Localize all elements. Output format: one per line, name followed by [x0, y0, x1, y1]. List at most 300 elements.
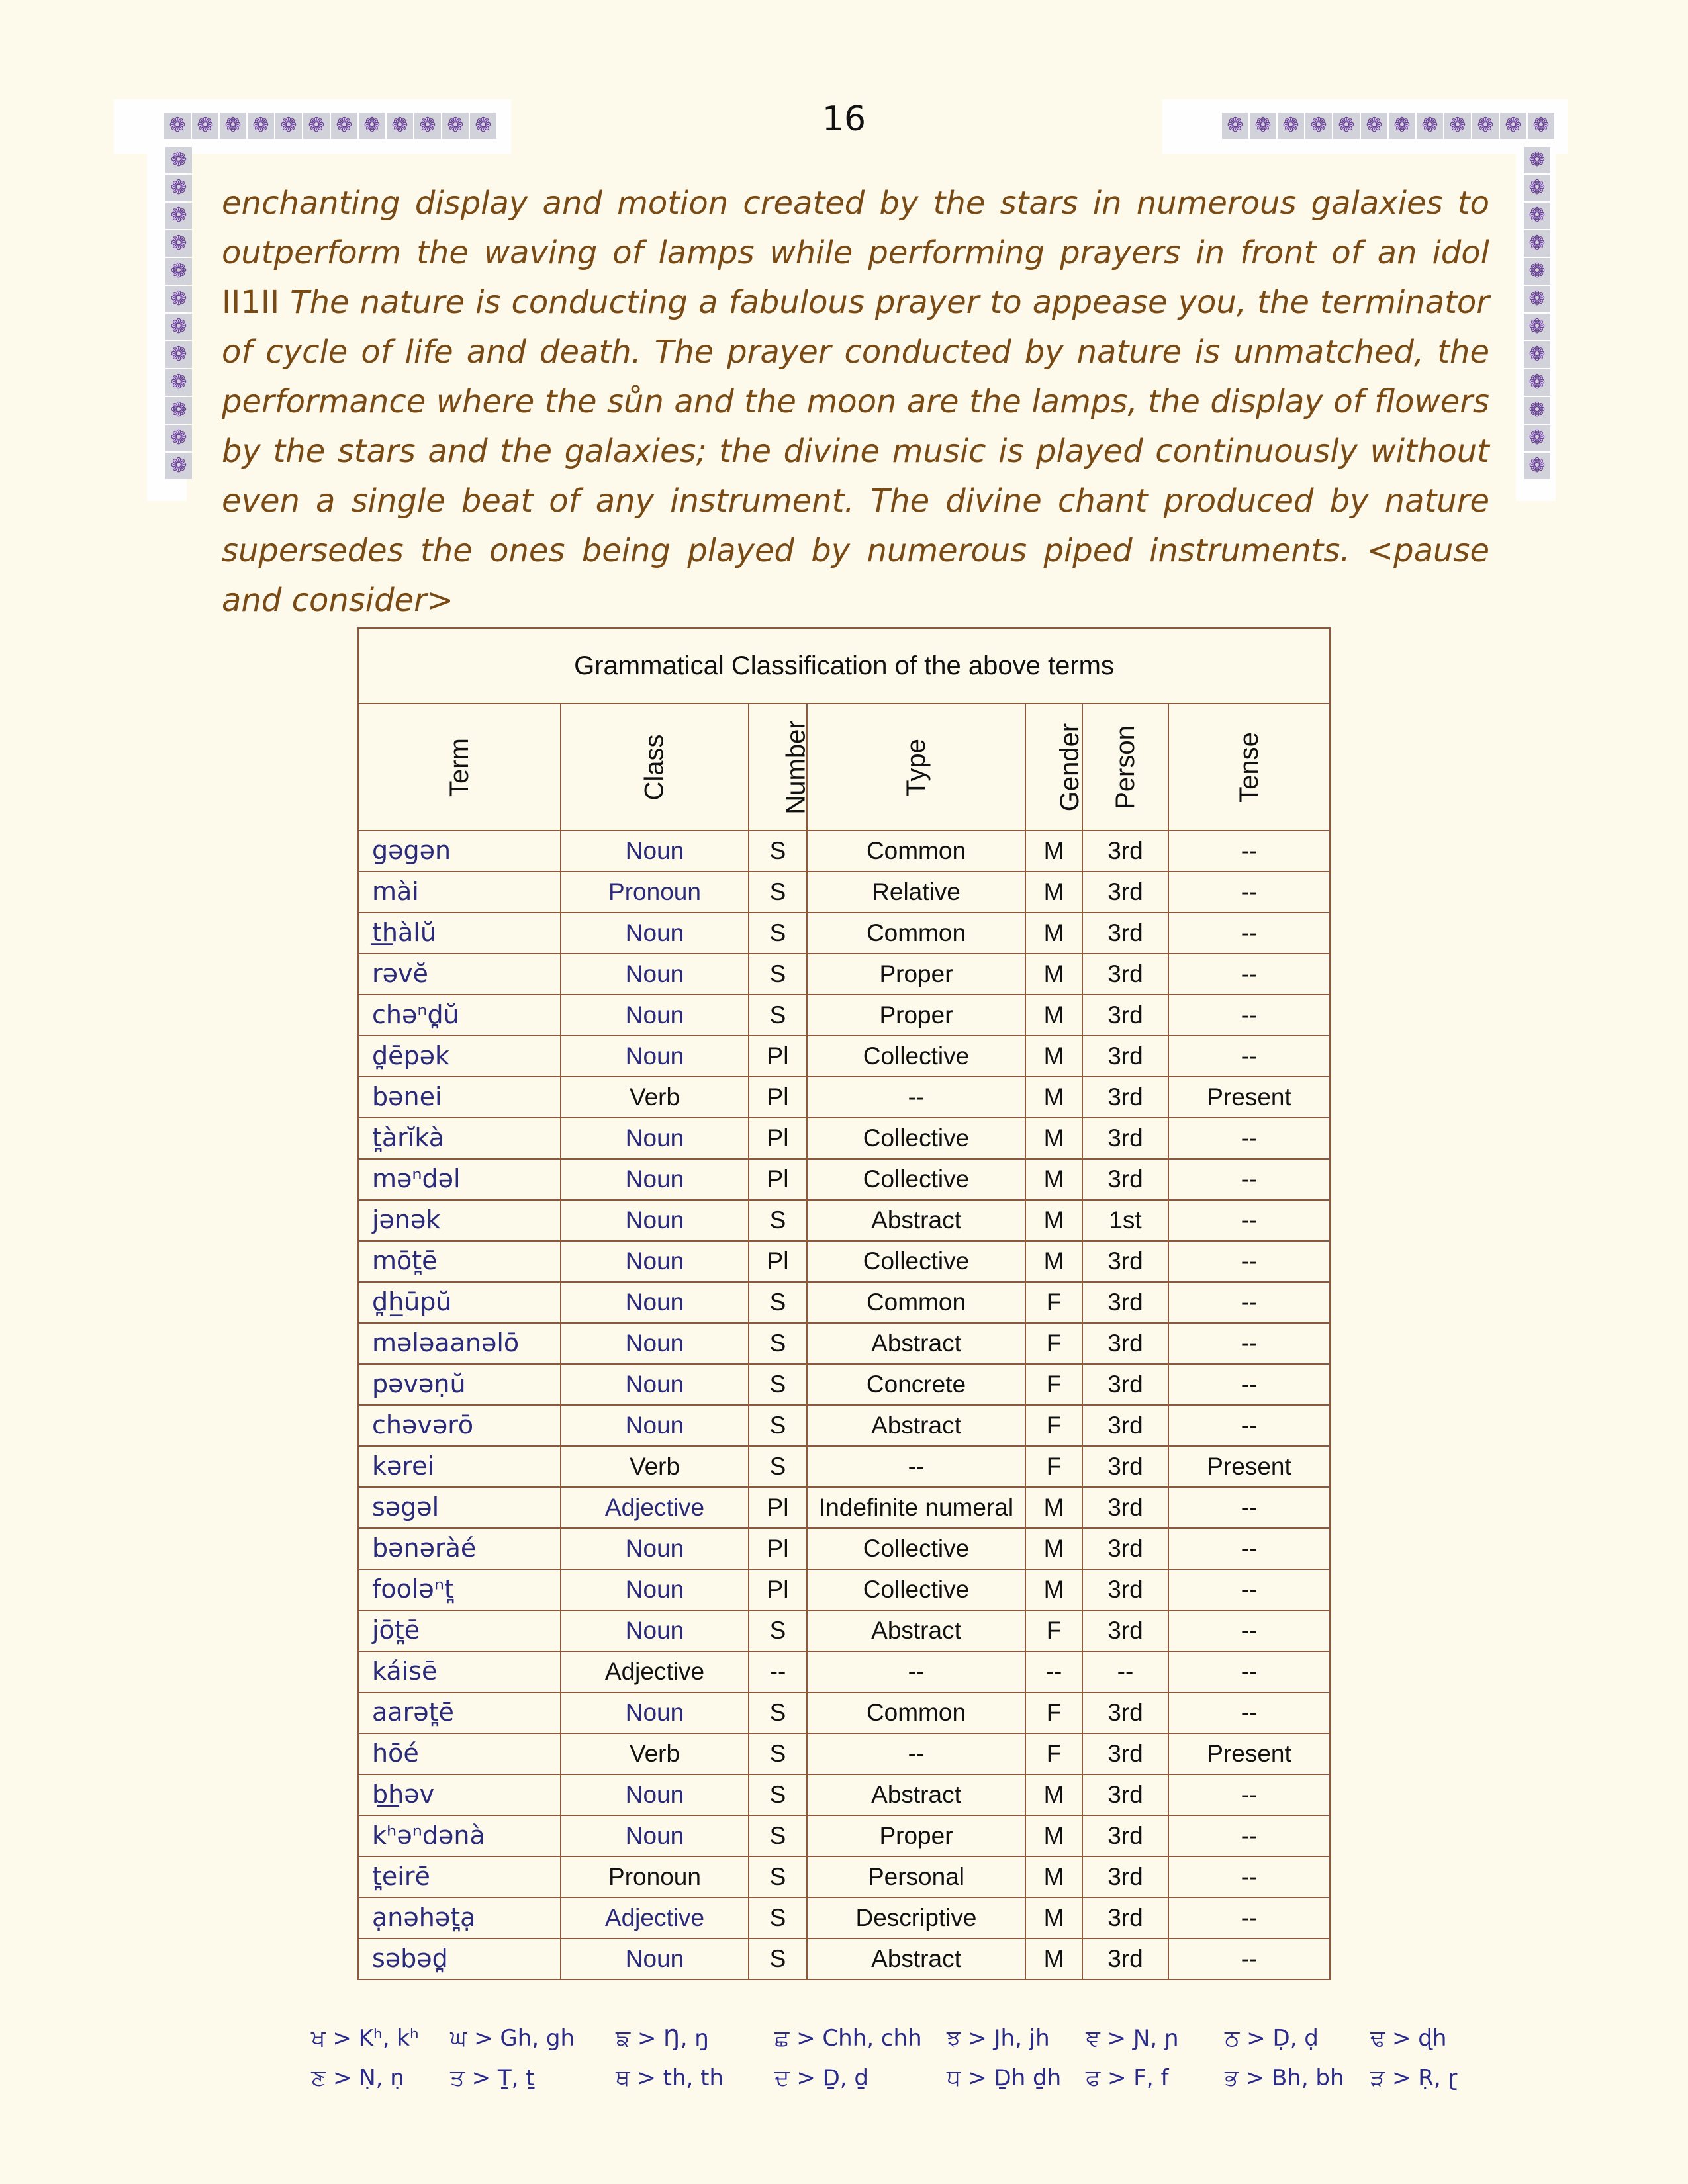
cell-type: Common: [807, 1692, 1025, 1733]
table-row: [358, 1405, 1330, 1446]
cell-term: d̪ēpək: [358, 1036, 561, 1077]
table-header-row: [358, 704, 1330, 831]
flower-ornament-icon: ❁: [1361, 113, 1387, 139]
cell-tense: --: [1168, 1118, 1330, 1159]
cell-gender: M: [1025, 1159, 1082, 1200]
legend-item: ਠ > Ḍ, ḍ: [1225, 2025, 1319, 2052]
table-row: [358, 1364, 1330, 1405]
cell-person: 3rd: [1082, 1938, 1168, 1979]
flower-ornament-icon: ❁: [1524, 425, 1550, 451]
cell-gender: M: [1025, 1897, 1082, 1938]
cell-tense: --: [1168, 1487, 1330, 1528]
table-row: [358, 1241, 1330, 1282]
page-number: 16: [821, 99, 867, 139]
flower-ornament-icon: ❁: [1389, 113, 1415, 139]
cell-number: S: [749, 954, 807, 995]
cell-gender: M: [1025, 1856, 1082, 1897]
flower-ornament-icon: ❁: [165, 369, 192, 396]
cell-gender: M: [1025, 1487, 1082, 1528]
cell-type: Relative: [807, 872, 1025, 913]
cell-tense: --: [1168, 1856, 1330, 1897]
legend-item: ਥ > th, th: [616, 2065, 724, 2091]
header-tense: Tense: [1168, 704, 1330, 831]
cell-class: Pronoun: [561, 1856, 749, 1897]
table-row: [358, 1159, 1330, 1200]
cell-gender: M: [1025, 1774, 1082, 1815]
cell-number: Pl: [749, 1118, 807, 1159]
table-row: [358, 1446, 1330, 1487]
cell-person: 3rd: [1082, 872, 1168, 913]
cell-term: ạnəhət̪ạ: [358, 1897, 561, 1938]
cell-number: Pl: [749, 1241, 807, 1282]
cell-tense: --: [1168, 1241, 1330, 1282]
cell-tense: Present: [1168, 1077, 1330, 1118]
cell-tense: --: [1168, 1774, 1330, 1815]
cell-term: gəgən: [358, 831, 561, 872]
cell-gender: F: [1025, 1282, 1082, 1323]
table-row: [358, 1282, 1330, 1323]
cell-class: Noun: [561, 954, 749, 995]
table-row: [358, 1774, 1330, 1815]
cell-type: Common: [807, 831, 1025, 872]
cell-person: 3rd: [1082, 831, 1168, 872]
table-row: [358, 1856, 1330, 1897]
cell-class: Noun: [561, 1610, 749, 1651]
table-row: [358, 1733, 1330, 1774]
cell-gender: F: [1025, 1692, 1082, 1733]
cell-class: Noun: [561, 1200, 749, 1241]
cell-person: 3rd: [1082, 1241, 1168, 1282]
flower-ornament-icon: ❁: [1222, 113, 1248, 139]
legend-item: ਛ > Chh, chh: [774, 2025, 922, 2052]
cell-gender: F: [1025, 1323, 1082, 1364]
cell-person: 3rd: [1082, 1118, 1168, 1159]
cell-number: Pl: [749, 1569, 807, 1610]
table-row: [358, 872, 1330, 913]
cell-class: Adjective: [561, 1487, 749, 1528]
cell-class: Noun: [561, 1118, 749, 1159]
cell-number: Pl: [749, 1077, 807, 1118]
verse-text: enchanting display and motion created by the stars in numerous galaxies to outperform the waving of lamps while performing prayers in front of an idol: [222, 185, 1489, 271]
cell-class: Noun: [561, 1774, 749, 1815]
cell-number: S: [749, 1733, 807, 1774]
cell-number: Pl: [749, 1528, 807, 1569]
cell-term: bənəràé: [358, 1528, 561, 1569]
transliteration-legend: [311, 2025, 1458, 2105]
verse-paragraph: [222, 179, 1489, 625]
table-row: [358, 995, 1330, 1036]
flower-ornament-icon: ❁: [1524, 203, 1550, 229]
cell-gender: M: [1025, 913, 1082, 954]
cell-person: 3rd: [1082, 1405, 1168, 1446]
table-row: [358, 1528, 1330, 1569]
cell-person: 3rd: [1082, 1077, 1168, 1118]
table-row: [358, 954, 1330, 995]
flower-ornament-icon: ❁: [165, 397, 192, 424]
cell-person: 3rd: [1082, 1610, 1168, 1651]
flower-ornament-icon: ❁: [1472, 113, 1499, 139]
legend-item: ਘ > Gh, gh: [450, 2025, 575, 2052]
flower-ornament-icon: ❁: [275, 113, 302, 139]
table-row: [358, 1692, 1330, 1733]
cell-type: Common: [807, 913, 1025, 954]
cell-tense: --: [1168, 1323, 1330, 1364]
cell-number: S: [749, 1774, 807, 1815]
verse-marker: II1II: [222, 284, 280, 321]
cell-number: S: [749, 831, 807, 872]
cell-term: aarət̪ē: [358, 1692, 561, 1733]
cell-person: 3rd: [1082, 954, 1168, 995]
cell-type: Collective: [807, 1569, 1025, 1610]
cell-term: rəvĕ: [358, 954, 561, 995]
ornament-border-right: [1524, 147, 1550, 479]
cell-tense: --: [1168, 1938, 1330, 1979]
cell-class: Noun: [561, 1323, 749, 1364]
cell-type: --: [807, 1733, 1025, 1774]
cell-number: S: [749, 1282, 807, 1323]
cell-term: məⁿdəl: [358, 1159, 561, 1200]
cell-gender: M: [1025, 1077, 1082, 1118]
cell-class: Noun: [561, 995, 749, 1036]
cell-number: S: [749, 1897, 807, 1938]
cell-number: Pl: [749, 1487, 807, 1528]
cell-type: Common: [807, 1282, 1025, 1323]
flower-ornament-icon: ❁: [248, 113, 274, 139]
cell-tense: --: [1168, 1405, 1330, 1446]
cell-term: səbəd̪: [358, 1938, 561, 1979]
table-row: [358, 1036, 1330, 1077]
cell-type: Abstract: [807, 1938, 1025, 1979]
flower-ornament-icon: ❁: [1444, 113, 1471, 139]
cell-gender: M: [1025, 1569, 1082, 1610]
cell-person: 3rd: [1082, 1159, 1168, 1200]
cell-person: 1st: [1082, 1200, 1168, 1241]
cell-class: Noun: [561, 831, 749, 872]
cell-number: Pl: [749, 1036, 807, 1077]
flower-ornament-icon: ❁: [164, 113, 191, 139]
cell-type: Abstract: [807, 1610, 1025, 1651]
cell-number: S: [749, 1446, 807, 1487]
flower-ornament-icon: ❁: [1417, 113, 1443, 139]
flower-ornament-icon: ❁: [359, 113, 385, 139]
cell-type: Abstract: [807, 1774, 1025, 1815]
cell-person: 3rd: [1082, 1692, 1168, 1733]
cell-type: Collective: [807, 1528, 1025, 1569]
flower-ornament-icon: ❁: [165, 453, 192, 479]
cell-tense: --: [1168, 913, 1330, 954]
flower-ornament-icon: ❁: [1524, 258, 1550, 285]
legend-row: [311, 2065, 1458, 2105]
cell-gender: M: [1025, 1118, 1082, 1159]
flower-ornament-icon: ❁: [165, 314, 192, 340]
table-row: [358, 1200, 1330, 1241]
cell-class: Noun: [561, 1364, 749, 1405]
cell-term: káisē: [358, 1651, 561, 1692]
cell-type: Descriptive: [807, 1897, 1025, 1938]
legend-item: ਢ > ɖh: [1370, 2025, 1447, 2052]
legend-item: ੜ > Ṛ, ɽ: [1370, 2065, 1458, 2091]
cell-tense: --: [1168, 831, 1330, 872]
header-term: Term: [358, 704, 561, 831]
cell-number: S: [749, 1938, 807, 1979]
table-row: [358, 1815, 1330, 1856]
table-row: [358, 1118, 1330, 1159]
cell-person: --: [1082, 1651, 1168, 1692]
cell-term: fooləⁿt̪: [358, 1569, 561, 1610]
cell-class: Noun: [561, 1569, 749, 1610]
cell-type: Abstract: [807, 1200, 1025, 1241]
flower-ornament-icon: ❁: [165, 230, 192, 257]
cell-number: S: [749, 1200, 807, 1241]
flower-ornament-icon: ❁: [1524, 369, 1550, 396]
flower-ornament-icon: ❁: [1524, 230, 1550, 257]
ornament-border-left: [165, 147, 192, 479]
cell-gender: F: [1025, 1364, 1082, 1405]
flower-ornament-icon: ❁: [165, 258, 192, 285]
legend-item: ਙ > Ŋ, ŋ: [616, 2025, 709, 2052]
cell-type: Proper: [807, 1815, 1025, 1856]
legend-item: ਭ > Bh, bh: [1225, 2065, 1344, 2091]
cell-gender: M: [1025, 1200, 1082, 1241]
table-row: [358, 1487, 1330, 1528]
cell-gender: M: [1025, 1938, 1082, 1979]
cell-gender: M: [1025, 995, 1082, 1036]
cell-tense: --: [1168, 1159, 1330, 1200]
cell-number: S: [749, 1856, 807, 1897]
cell-term: pəvəṇŭ: [358, 1364, 561, 1405]
flower-ornament-icon: ❁: [165, 203, 192, 229]
cell-tense: --: [1168, 1569, 1330, 1610]
cell-person: 3rd: [1082, 1487, 1168, 1528]
flower-ornament-icon: ❁: [1524, 286, 1550, 312]
table-row: [358, 1610, 1330, 1651]
header-class: Class: [561, 704, 749, 831]
cell-type: Abstract: [807, 1405, 1025, 1446]
verse-text-continued: The nature is conducting a fabulous prayer to appease you, the terminator of cycle of life and death. The prayer conducted by nature is unmatched, the performance where the sůn and the moon are the lamps, the display of flowers by the stars and the galaxies; the divine music is played continuously without even a single beat of any instrument. The divine chant produced by nature supersedes the ones being played by numerous piped instruments. <pause and consider>: [222, 284, 1489, 619]
cell-type: --: [807, 1077, 1025, 1118]
header-number: Number: [749, 704, 807, 831]
header-person: Person: [1082, 704, 1168, 831]
flower-ornament-icon: ❁: [470, 113, 496, 139]
flower-ornament-icon: ❁: [220, 113, 246, 139]
table-row: [358, 1651, 1330, 1692]
cell-term: jōt̪ē: [358, 1610, 561, 1651]
flower-ornament-icon: ❁: [331, 113, 357, 139]
cell-person: 3rd: [1082, 1282, 1168, 1323]
cell-person: 3rd: [1082, 1774, 1168, 1815]
cell-type: Collective: [807, 1118, 1025, 1159]
cell-term: mōt̪ē: [358, 1241, 561, 1282]
cell-class: Verb: [561, 1733, 749, 1774]
cell-number: S: [749, 1405, 807, 1446]
cell-tense: --: [1168, 1036, 1330, 1077]
cell-type: --: [807, 1651, 1025, 1692]
cell-number: S: [749, 995, 807, 1036]
cell-person: 3rd: [1082, 1036, 1168, 1077]
cell-gender: M: [1025, 831, 1082, 872]
flower-ornament-icon: ❁: [165, 341, 192, 368]
cell-type: Indefinite numeral: [807, 1487, 1025, 1528]
flower-ornament-icon: ❁: [414, 113, 441, 139]
flower-ornament-icon: ❁: [1524, 147, 1550, 173]
table-row: [358, 1323, 1330, 1364]
cell-tense: --: [1168, 1528, 1330, 1569]
legend-row: [311, 2025, 1450, 2065]
cell-term: b͟həv: [358, 1774, 561, 1815]
legend-item: ਝ > Jh, jh: [947, 2025, 1050, 2052]
legend-item: ਞ > Ɲ, ɲ: [1086, 2025, 1179, 2052]
flower-ornament-icon: ❁: [1278, 113, 1304, 139]
cell-tense: Present: [1168, 1733, 1330, 1774]
cell-person: 3rd: [1082, 1815, 1168, 1856]
cell-term: d̪h̲ūpŭ: [358, 1282, 561, 1323]
cell-type: Proper: [807, 995, 1025, 1036]
cell-term: kʰəⁿdənà: [358, 1815, 561, 1856]
header-gender: Gender: [1025, 704, 1082, 831]
cell-gender: --: [1025, 1651, 1082, 1692]
cell-type: Personal: [807, 1856, 1025, 1897]
cell-tense: --: [1168, 1897, 1330, 1938]
cell-tense: --: [1168, 1200, 1330, 1241]
cell-gender: M: [1025, 954, 1082, 995]
flower-ornament-icon: ❁: [442, 113, 469, 139]
flower-ornament-icon: ❁: [303, 113, 330, 139]
cell-type: Concrete: [807, 1364, 1025, 1405]
flower-ornament-icon: ❁: [1528, 113, 1554, 139]
cell-tense: Present: [1168, 1446, 1330, 1487]
flower-ornament-icon: ❁: [1524, 453, 1550, 479]
cell-gender: M: [1025, 1241, 1082, 1282]
cell-class: Noun: [561, 1815, 749, 1856]
cell-person: 3rd: [1082, 1323, 1168, 1364]
cell-tense: --: [1168, 954, 1330, 995]
cell-gender: F: [1025, 1610, 1082, 1651]
flower-ornament-icon: ❁: [165, 286, 192, 312]
cell-term: chəvərō: [358, 1405, 561, 1446]
cell-person: 3rd: [1082, 1897, 1168, 1938]
cell-class: Verb: [561, 1077, 749, 1118]
cell-term: mələaanəlō: [358, 1323, 561, 1364]
cell-type: --: [807, 1446, 1025, 1487]
table-row: [358, 1897, 1330, 1938]
cell-person: 3rd: [1082, 995, 1168, 1036]
cell-tense: --: [1168, 995, 1330, 1036]
cell-term: bənei: [358, 1077, 561, 1118]
cell-type: Collective: [807, 1241, 1025, 1282]
cell-tense: --: [1168, 1651, 1330, 1692]
cell-term: kərei: [358, 1446, 561, 1487]
cell-number: S: [749, 1323, 807, 1364]
cell-term: hōé: [358, 1733, 561, 1774]
cell-person: 3rd: [1082, 1569, 1168, 1610]
cell-type: Abstract: [807, 1323, 1025, 1364]
cell-person: 3rd: [1082, 1733, 1168, 1774]
cell-term: səgəl: [358, 1487, 561, 1528]
table-row: [358, 1938, 1330, 1979]
cell-class: Noun: [561, 1405, 749, 1446]
grammar-table: [357, 627, 1331, 1980]
cell-type: Collective: [807, 1159, 1025, 1200]
cell-person: 3rd: [1082, 1364, 1168, 1405]
cell-term: jənək: [358, 1200, 561, 1241]
cell-number: S: [749, 1610, 807, 1651]
cell-number: S: [749, 913, 807, 954]
ornament-border-top-right: [1222, 113, 1554, 139]
flower-ornament-icon: ❁: [165, 147, 192, 173]
flower-ornament-icon: ❁: [387, 113, 413, 139]
table-row: [358, 1569, 1330, 1610]
cell-person: 3rd: [1082, 1446, 1168, 1487]
flower-ornament-icon: ❁: [1333, 113, 1360, 139]
flower-ornament-icon: ❁: [1305, 113, 1332, 139]
cell-tense: --: [1168, 872, 1330, 913]
flower-ornament-icon: ❁: [192, 113, 218, 139]
cell-person: 3rd: [1082, 913, 1168, 954]
legend-item: ਣ > Ṇ, ṇ: [311, 2065, 404, 2091]
cell-class: Noun: [561, 1692, 749, 1733]
cell-gender: M: [1025, 1036, 1082, 1077]
cell-class: Pronoun: [561, 872, 749, 913]
cell-number: S: [749, 1815, 807, 1856]
cell-class: Noun: [561, 1528, 749, 1569]
cell-class: Noun: [561, 913, 749, 954]
cell-gender: M: [1025, 1528, 1082, 1569]
cell-tense: --: [1168, 1282, 1330, 1323]
flower-ornament-icon: ❁: [165, 425, 192, 451]
header-type: Type: [807, 704, 1025, 831]
flower-ornament-icon: ❁: [1524, 314, 1550, 340]
cell-gender: M: [1025, 872, 1082, 913]
flower-ornament-icon: ❁: [1500, 113, 1526, 139]
table-row: [358, 1077, 1330, 1118]
cell-term: chəⁿd̪ŭ: [358, 995, 561, 1036]
cell-term: t̪àrĭkà: [358, 1118, 561, 1159]
flower-ornament-icon: ❁: [1524, 397, 1550, 424]
cell-number: Pl: [749, 1159, 807, 1200]
legend-item: ਧ > Ḏh ḏh: [947, 2065, 1062, 2091]
cell-gender: F: [1025, 1446, 1082, 1487]
table-row: [358, 831, 1330, 872]
table-row: [358, 913, 1330, 954]
cell-term: t̪eirē: [358, 1856, 561, 1897]
flower-ornament-icon: ❁: [1524, 341, 1550, 368]
flower-ornament-icon: ❁: [1524, 175, 1550, 201]
cell-class: Noun: [561, 1241, 749, 1282]
cell-gender: F: [1025, 1405, 1082, 1446]
cell-class: Adjective: [561, 1897, 749, 1938]
cell-class: Noun: [561, 1036, 749, 1077]
cell-gender: F: [1025, 1733, 1082, 1774]
cell-number: --: [749, 1651, 807, 1692]
cell-gender: M: [1025, 1815, 1082, 1856]
legend-item: ਖ > Kʰ, kʰ: [311, 2025, 419, 2052]
legend-item: ਫ > F, f: [1086, 2065, 1169, 2091]
cell-tense: --: [1168, 1610, 1330, 1651]
cell-class: Noun: [561, 1938, 749, 1979]
ornament-border-top-left: [164, 113, 496, 139]
flower-ornament-icon: ❁: [1250, 113, 1276, 139]
cell-tense: --: [1168, 1815, 1330, 1856]
cell-number: S: [749, 1692, 807, 1733]
table-caption: Grammatical Classification of the above terms: [358, 628, 1330, 704]
legend-item: ਦ > Ḏ, ḏ: [774, 2065, 868, 2091]
cell-tense: --: [1168, 1364, 1330, 1405]
cell-class: Verb: [561, 1446, 749, 1487]
cell-tense: --: [1168, 1692, 1330, 1733]
cell-class: Noun: [561, 1159, 749, 1200]
flower-ornament-icon: ❁: [165, 175, 192, 201]
cell-class: Adjective: [561, 1651, 749, 1692]
